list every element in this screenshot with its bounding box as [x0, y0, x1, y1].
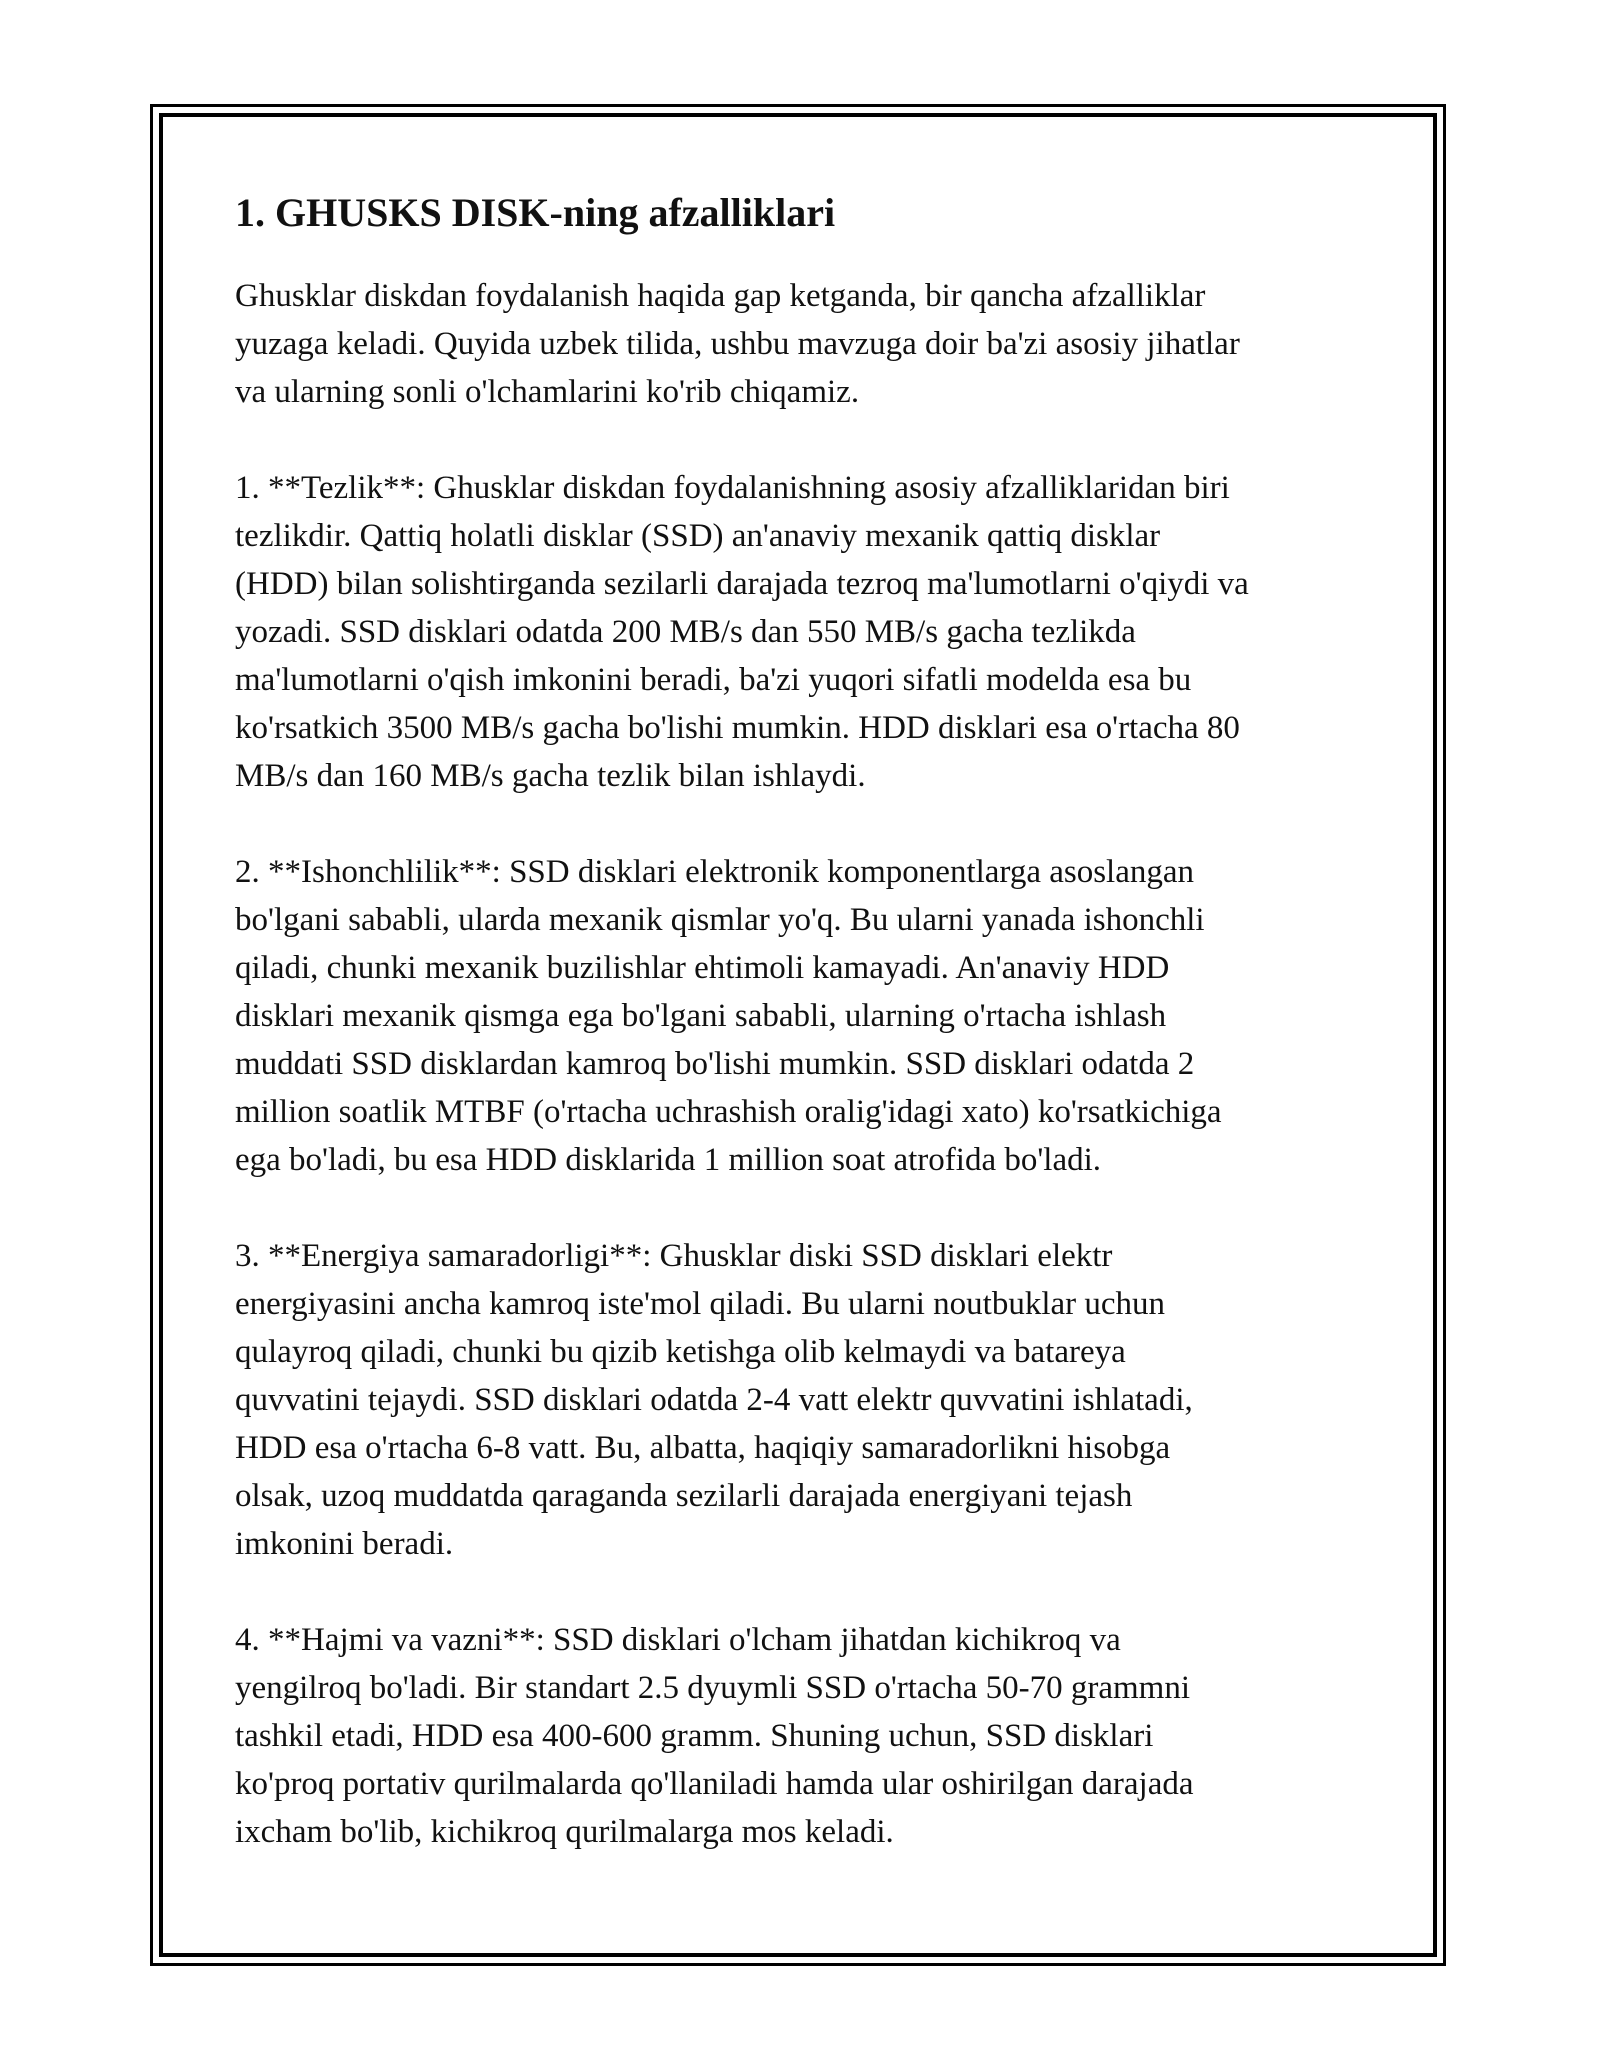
paragraph-energy-efficiency: 3. **Energiya samaradorligi**: Ghusklar diski SSD disklari elektr energiyasini ancha kamroq iste'mol qiladi. Bu ularni noutbuklar uchun qulayroq qiladi, chunki bu qizib ketishga olib kelmaydi va batareya quvvatini tejaydi. SSD disklari odatda 2-4 vatt elektr quvvatini ishlatadi, HDD esa o'rtacha 6-8 vatt. Bu, albatta, haqiqiy samaradorlikni hisobga olsak, uzoq muddatda qaraganda sezilarli darajada energiyani tejash imkonini beradi.: [235, 1238, 1193, 1562]
document-body: [235, 184, 1375, 1904]
intro-paragraph: Ghusklar diskdan foydalanish haqida gap ketganda, bir qancha afzalliklar yuzaga keladi. Quyida uzbek tilida, ushbu mavzuga doir ba'zi asosiy jihatlar va ularning sonli o'lchamlarini ko'rib chiqamiz.: [235, 278, 1240, 410]
paragraph-size-weight: 4. **Hajmi va vazni**: SSD disklari o'lcham jihatdan kichikroq va yengilroq bo'ladi. Bir standart 2.5 dyuymli SSD o'rtacha 50-70 grammni tashkil etadi, HDD esa 400-600 gramm. Shuning uchun, SSD disklari ko'proq portativ qurilmalarda qo'llaniladi hamda ular oshirilgan darajada ixcham bo'lib, kichikroq qurilmalarga mos keladi.: [235, 1622, 1194, 1850]
paragraph-reliability: 2. **Ishonchlilik**: SSD disklari elektronik komponentlarga asoslangan bo'lgani sababli, ularda mexanik qismlar yo'q. Bu ularni yanada ishonchli qiladi, chunki mexanik buzilishlar ehtimoli kamayadi. An'anaviy HDD disklari mexanik qismga ega bo'lgani sababli, ularning o'rtacha ishlash muddati SSD disklardan kamroq bo'lishi mumkin. SSD disklari odatda 2 million soatlik MTBF (o'rtacha uchrashish oralig'idagi xato) ko'rsatkichiga ega bo'ladi, bu esa HDD disklarida 1 million soat atrofida bo'ladi.: [235, 854, 1222, 1178]
document-title: 1. GHUSKS DISK-ning afzalliklari: [235, 190, 836, 235]
paragraph-speed: 1. **Tezlik**: Ghusklar diskdan foydalanishning asosiy afzalliklaridan biri tezlikdir. Qattiq holatli disklar (SSD) an'anaviy mexanik qattiq disklar (HDD) bilan solishtirganda sezilarli darajada tezroq ma'lumotlarni o'qiydi va yozadi. SSD disklari odatda 200 MB/s dan 550 MB/s gacha tezlikda ma'lumotlarni o'qish imkonini beradi, ba'zi yuqori sifatli modelda esa bu ko'rsatkich 3500 MB/s gacha bo'lishi mumkin. HDD disklari esa o'rtacha 80 MB/s dan 160 MB/s gacha tezlik bilan ishlaydi.: [235, 470, 1249, 794]
